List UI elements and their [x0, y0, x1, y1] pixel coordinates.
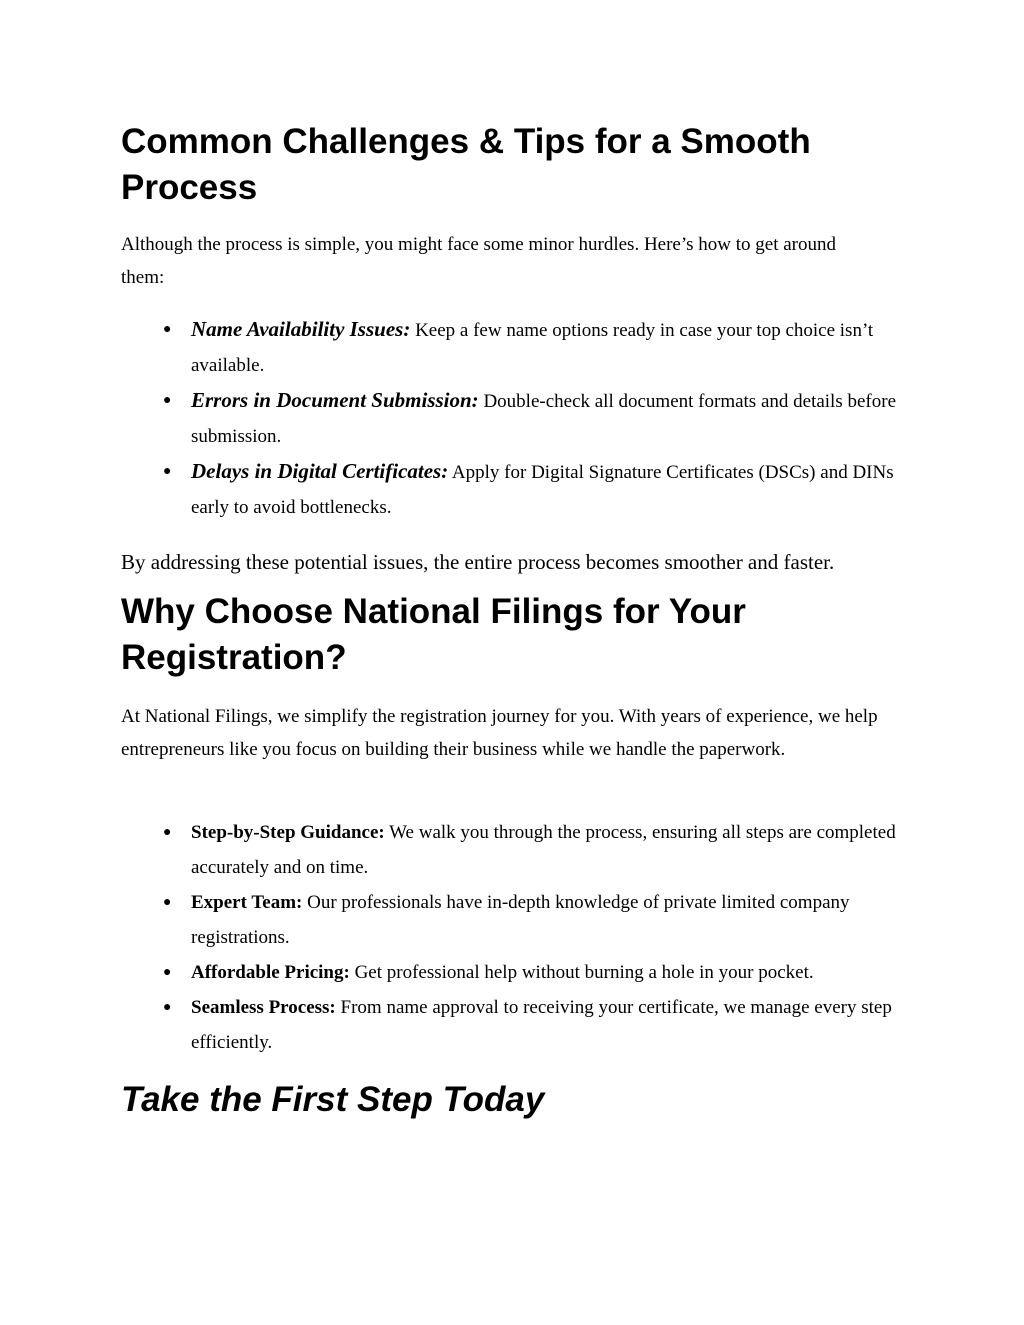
item-text: Apply for Digital Signature Certificates (DSCs) and DINs early to avoid bottlenecks.: [191, 462, 894, 518]
item-lead: Seamless Process:: [191, 997, 336, 1018]
list-item: [121, 990, 911, 1060]
item-text: Double-check all document formats and details before submission.: [191, 391, 897, 447]
list-item: [121, 885, 911, 955]
why-choose-intro: At National Filings, we simplify the registration journey for you. With years of experience, we help entrepreneurs like you focus on building their business while we handle the paperwork.: [121, 706, 878, 760]
heading-common-challenges: Common Challenges & Tips for a Smooth Process: [121, 122, 811, 207]
challenges-closing: By addressing these potential issues, the entire process becomes smoother and faster.: [121, 550, 835, 574]
challenges-intro: Although the process is simple, you might face some minor hurdles. Here’s how to get around them:: [121, 234, 837, 288]
bullet-icon: ●: [163, 825, 172, 840]
list-item: [121, 815, 911, 885]
bullet-icon: ●: [163, 322, 172, 337]
item-lead: Step-by-Step Guidance:: [191, 822, 385, 843]
list-item: [121, 383, 911, 454]
item-text: We walk you through the process, ensuring all steps are completed accurately and on time.: [191, 822, 896, 878]
item-text: Keep a few name options ready in case your top choice isn’t available.: [191, 320, 874, 376]
item-text: Our professionals have in-depth knowledge of private limited company registrations.: [191, 892, 850, 948]
item-text: From name approval to receiving your certificate, we manage every step efficiently.: [191, 997, 892, 1053]
bullet-icon: ●: [163, 464, 172, 479]
heading-take-first-step: Take the First Step Today: [121, 1080, 545, 1119]
challenges-list: [121, 312, 911, 525]
list-item: [121, 312, 911, 383]
item-text: Get professional help without burning a hole in your pocket.: [349, 962, 814, 983]
bullet-icon: ●: [163, 895, 172, 910]
item-lead: Delays in Digital Certificates:: [191, 459, 449, 483]
bullet-icon: ●: [163, 965, 172, 980]
item-lead: Affordable Pricing:: [191, 962, 350, 983]
bullet-icon: ●: [163, 1000, 172, 1015]
list-item: [121, 955, 911, 990]
benefits-list: [121, 815, 911, 1060]
item-lead: Expert Team:: [191, 892, 303, 913]
bullet-icon: ●: [163, 393, 172, 408]
heading-why-choose: Why Choose National Filings for Your Registration?: [121, 592, 746, 677]
item-lead: Errors in Document Submission:: [191, 388, 479, 412]
item-lead: Name Availability Issues:: [191, 317, 411, 341]
list-item: [121, 454, 911, 525]
